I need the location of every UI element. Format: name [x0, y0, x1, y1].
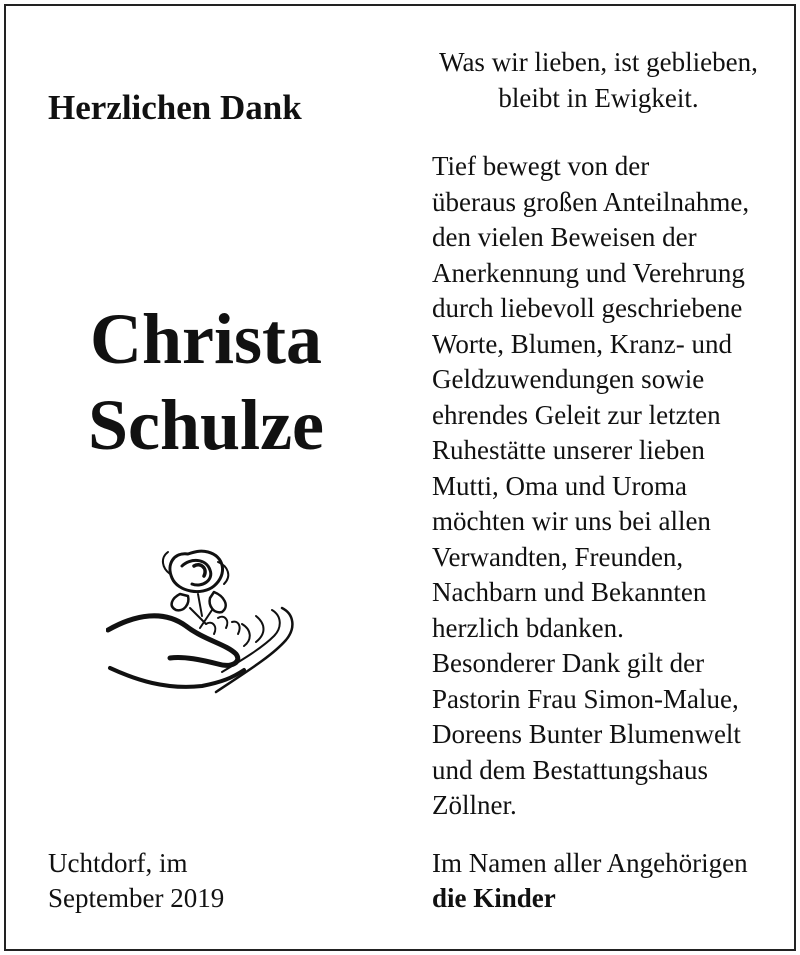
deceased-name	[26, 296, 386, 468]
signature-name: die Kinder	[432, 883, 556, 913]
signature-line: Im Namen aller Angehörigen	[432, 848, 748, 878]
thank-you-notice	[4, 4, 796, 951]
text-line: Worte, Blumen, Kranz- und	[432, 328, 732, 359]
thank-you-text	[432, 149, 792, 824]
text-line: Tief bewegt von der	[432, 151, 650, 181]
text-line: Mutti, Oma und Uroma	[432, 470, 687, 501]
place-line: Uchtdorf, im	[48, 848, 188, 878]
text-line: Nachbarn und Bekannten	[432, 577, 707, 607]
text-line: Anerkennung und Verehrung	[432, 257, 745, 288]
text-line: möchten wir uns bei allen	[432, 506, 711, 536]
text-line: Pastorin Frau Simon-Malue,	[432, 683, 739, 714]
signature-block	[432, 846, 792, 916]
text-line: und dem Bestattungshaus	[432, 754, 708, 785]
notice-heading: Herzlichen Dank	[48, 88, 302, 127]
motto-line-1: Was wir lieben, ist geblieben,	[439, 47, 758, 77]
text-line: Ruhestätte unserer lieben	[432, 435, 705, 465]
text-line: überaus großen Anteilnahme,	[432, 186, 750, 217]
text-line: Besonderer Dank gilt der	[432, 648, 705, 678]
text-line: herzlich bdanken.	[432, 612, 624, 643]
motto-line-2: bleibt in Ewigkeit.	[498, 83, 699, 113]
text-line: Verwandten, Freunden,	[432, 541, 684, 572]
name-first: Christa	[90, 299, 322, 379]
name-last: Schulze	[87, 385, 324, 465]
text-line: durch liebevoll geschriebene	[432, 293, 743, 323]
text-line: Zöllner.	[432, 790, 517, 820]
text-line: ehrendes Geleit zur letzten	[432, 399, 721, 430]
rose-in-hands-icon	[106, 544, 306, 704]
motto-verse	[416, 44, 781, 116]
text-line: Doreens Bunter Blumenwelt	[432, 719, 741, 749]
text-line: den vielen Beweisen der	[432, 222, 697, 252]
date-line: September 2019	[48, 883, 225, 913]
place-date	[48, 846, 378, 916]
text-line: Geldzuwendungen sowie	[432, 364, 705, 394]
